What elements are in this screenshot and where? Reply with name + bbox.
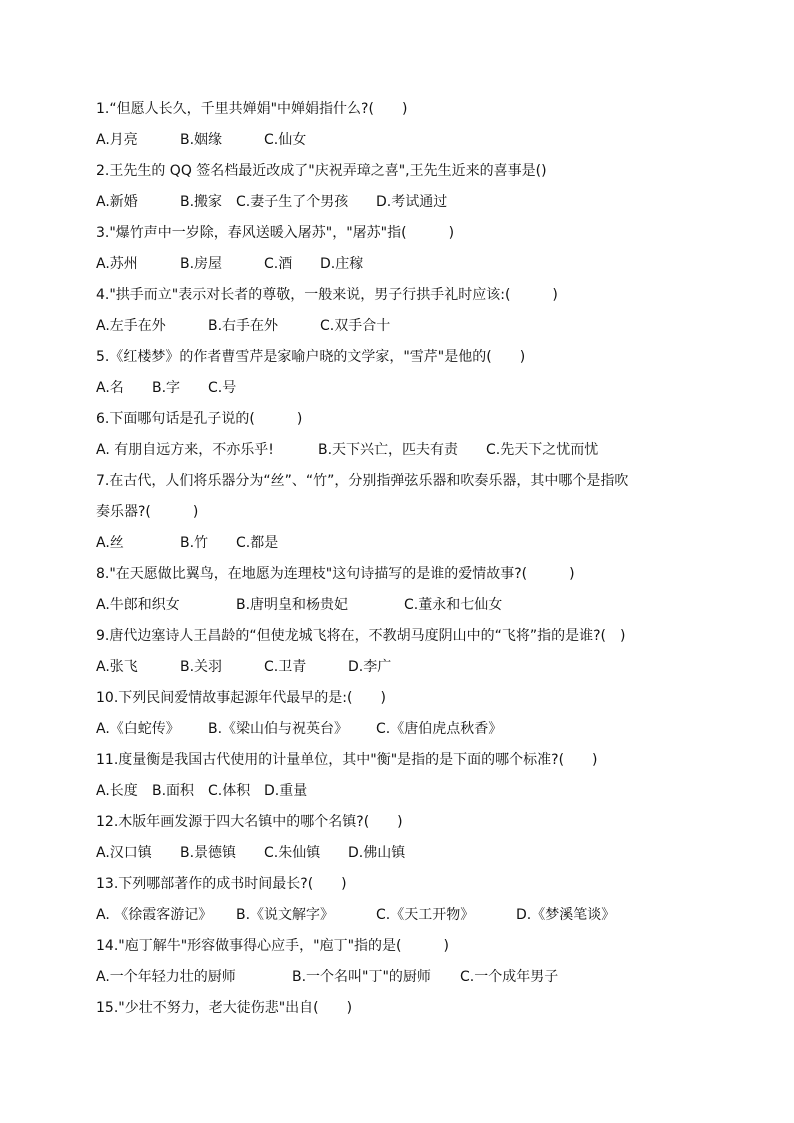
options-1	[96, 125, 706, 156]
option-d: D.李广	[348, 659, 392, 675]
options-6	[96, 435, 706, 466]
question-7-continued: 奏乐器?( )	[96, 504, 199, 520]
question-5: 5.《红楼梦》的作者曹雪芹是家喻户晓的文学家，"雪芹"是他的( )	[96, 349, 526, 365]
question-12: 12.木版年画发源于四大名镇中的哪个名镇?( )	[96, 814, 403, 830]
option-b: B.竹	[180, 535, 209, 551]
options-8	[96, 590, 706, 621]
option-c: C.都是	[236, 535, 279, 551]
question-13: 13.下列哪部著作的成书时间最长?( )	[96, 876, 347, 892]
question-11: 11.度量衡是我国古代使用的计量单位，其中"衡"是指的是下面的哪个标准?( )	[96, 752, 598, 768]
option-c: C.仙女	[264, 132, 307, 148]
option-c: C.双手合十	[320, 318, 391, 334]
option-b: B.搬家	[180, 194, 223, 210]
question-6: 6.下面哪句话是孔子说的( )	[96, 411, 303, 427]
question-2: 2.王先生的 QQ 签名档最近改成了"庆祝弄璋之喜",王先生近来的喜事是()	[96, 163, 547, 179]
option-b: B.面积	[152, 783, 195, 799]
option-a: A.一个年轻力壮的厨师	[96, 969, 236, 985]
option-d: D.重量	[264, 783, 308, 799]
option-c: C.董永和七仙女	[404, 597, 503, 613]
option-b: B.《说文解字》	[236, 907, 335, 923]
question-8: 8."在天愿做比翼鸟，在地愿为连理枝"这句诗描写的是谁的爱情故事?( )	[96, 566, 575, 582]
options-10	[96, 714, 706, 745]
option-a: A.苏州	[96, 256, 138, 272]
question-14: 14."庖丁解牛"形容做事得心应手，"庖丁"指的是( )	[96, 938, 449, 954]
option-c: C.《天工开物》	[376, 907, 475, 923]
options-9	[96, 652, 706, 683]
option-c: C.妻子生了个男孩	[236, 194, 349, 210]
option-b: B.一个名叫"丁"的厨师	[292, 969, 431, 985]
option-a: A.月亮	[96, 132, 138, 148]
option-c: C.号	[208, 380, 237, 396]
option-c: C.卫青	[264, 659, 307, 675]
option-a: A.张飞	[96, 659, 138, 675]
options-7	[96, 528, 706, 559]
option-b: B.唐明皇和杨贵妃	[236, 597, 349, 613]
option-b: B.姻缘	[180, 132, 223, 148]
options-11	[96, 776, 706, 807]
options-13	[96, 900, 706, 931]
question-list	[96, 94, 706, 1024]
option-b: B.房屋	[180, 256, 223, 272]
option-a: A.长度	[96, 783, 138, 799]
option-a: A.新婚	[96, 194, 138, 210]
option-b: B.右手在外	[208, 318, 279, 334]
option-c: C.一个成年男子	[460, 969, 559, 985]
question-9: 9.唐代边塞诗人王昌龄的“但使龙城飞将在，不教胡马度阴山中的“飞将”指的是谁?( )	[96, 628, 626, 644]
option-b: B.关羽	[180, 659, 223, 675]
option-a: A.名	[96, 380, 124, 396]
option-d: D.《梦溪笔谈》	[516, 907, 616, 923]
option-c: C.先天下之忧而忧	[486, 442, 599, 458]
question-4: 4."拱手而立"表示对长者的尊敬，一般来说，男子行拱手礼时应该:( )	[96, 287, 558, 303]
question-3: 3."爆竹声中一岁除，春风送暖入屠苏"，"屠苏"指( )	[96, 225, 455, 241]
option-d: D.佛山镇	[348, 845, 406, 861]
option-d: D.庄稼	[320, 256, 364, 272]
option-b: B.《梁山伯与祝英台》	[208, 721, 349, 737]
question-7: 7.在古代，人们将乐器分为“丝”、“竹”，分别指弹弦乐器和吹奏乐器，其中哪个是指吹	[96, 473, 629, 489]
options-4	[96, 311, 706, 342]
option-a: A.丝	[96, 535, 124, 551]
options-5	[96, 373, 706, 404]
option-a: A. 有朋自远方来，不亦乐乎!	[96, 442, 274, 458]
question-10: 10.下列民间爱情故事起源年代最早的是:( )	[96, 690, 386, 706]
option-a: A.牛郎和织女	[96, 597, 180, 613]
option-b: B.天下兴亡，匹夫有责	[318, 442, 459, 458]
options-2	[96, 187, 706, 218]
option-c: C.朱仙镇	[264, 845, 321, 861]
question-1: 1.“但愿人长久，千里共婵娟"中婵娟指什么?( )	[96, 101, 408, 117]
option-c: C.体积	[208, 783, 251, 799]
option-a: A.《白蛇传》	[96, 721, 180, 737]
options-12	[96, 838, 706, 869]
option-c: C.酒	[264, 256, 293, 272]
options-14	[96, 962, 706, 993]
option-d: D.考试通过	[376, 194, 448, 210]
option-b: B.字	[152, 380, 181, 396]
option-b: B.景德镇	[180, 845, 237, 861]
option-a: A.汉口镇	[96, 845, 152, 861]
option-c: C.《唐伯虎点秋香》	[376, 721, 503, 737]
option-a: A. 《徐霞客游记》	[96, 907, 213, 923]
options-3	[96, 249, 706, 280]
option-a: A.左手在外	[96, 318, 166, 334]
question-15: 15."少壮不努力，老大徒伤悲"出自( )	[96, 1000, 353, 1016]
